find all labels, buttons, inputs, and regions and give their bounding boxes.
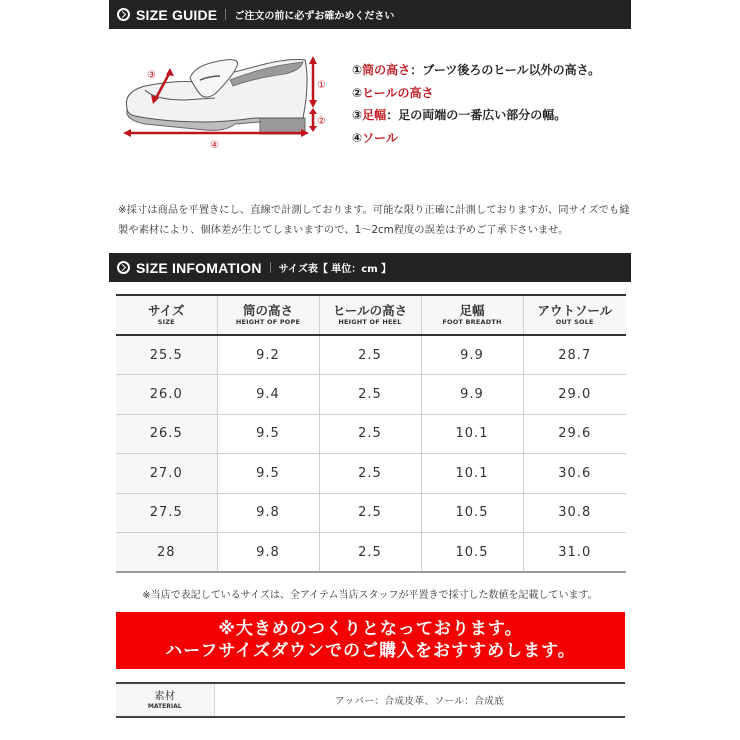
material-label — [116, 683, 214, 717]
header-jp: サイズ — [147, 302, 185, 318]
legend-term: 足幅 — [362, 108, 387, 122]
column-header-heel-height — [319, 295, 421, 335]
header-en: HEIGHT OF HEEL — [338, 317, 402, 326]
divider — [225, 9, 226, 20]
material-value: アッパー：合成皮革、ソール：合成底 — [335, 696, 505, 707]
svg-text:④: ④ — [210, 140, 219, 151]
material-row — [116, 683, 625, 717]
legend-term: ソール — [362, 130, 398, 145]
header-jp: アウトソール — [537, 302, 613, 318]
legend-item — [352, 104, 600, 127]
header-en: FOOT BREADTH — [442, 317, 502, 326]
legend-desc: ：足の両端の一番広い部分の幅。 — [386, 108, 567, 122]
cell-heel-height: 2.5 — [319, 335, 421, 375]
cell-size: 27.5 — [116, 493, 217, 533]
cell-pope-height: 9.2 — [217, 335, 319, 375]
banner-line-2: ハーフサイズダウンでのご購入をおすすめします。 — [165, 641, 576, 661]
table-row — [116, 533, 626, 573]
cell-out-sole: 30.8 — [523, 493, 626, 533]
size-guide-title: SIZE GUIDE — [136, 6, 218, 23]
header-en: HEIGHT OF POPE — [235, 317, 301, 326]
circle-chevron-right-icon — [117, 8, 130, 21]
legend-term: ヒールの高さ — [362, 85, 434, 100]
cell-out-sole: 30.6 — [523, 454, 626, 494]
size-info-title: SIZE INFOMATION — [136, 259, 262, 276]
legend-number: ② — [352, 85, 363, 100]
legend-number: ③ — [352, 108, 363, 122]
cell-heel-height: 2.5 — [319, 414, 421, 454]
table-header-row — [116, 295, 626, 335]
cell-pope-height: 9.5 — [217, 454, 319, 494]
svg-text:①: ① — [317, 80, 326, 91]
circle-chevron-right-icon — [117, 261, 130, 274]
legend-item — [352, 127, 600, 150]
cell-heel-height: 2.5 — [319, 533, 421, 573]
divider — [270, 262, 271, 273]
cell-heel-height: 2.5 — [319, 454, 421, 494]
cell-size: 25.5 — [116, 335, 217, 375]
cell-size: 26.5 — [116, 414, 217, 454]
sizing-advice-banner — [116, 612, 625, 669]
size-info-header — [109, 253, 631, 282]
legend-number: ④ — [352, 130, 363, 145]
size-guide-header — [109, 0, 631, 29]
material-table — [116, 682, 625, 718]
measurement-note: ※採寸は商品を平置きにし、直線で計測しております。可能な限り正確に計測しておりますが、同サイズでも縫製や素材により、個体差が生じてしまいますので、1〜2cm程度の誤差は予めご了承下さいませ。 — [118, 204, 630, 236]
cell-pope-height: 9.8 — [217, 493, 319, 533]
table-row — [116, 335, 626, 375]
cell-out-sole: 29.0 — [523, 375, 626, 415]
cell-foot-breadth: 10.5 — [421, 493, 523, 533]
header-en: OUT SOLE — [555, 317, 594, 326]
cell-foot-breadth: 10.1 — [421, 414, 523, 454]
svg-text:③: ③ — [147, 70, 156, 81]
banner-line-1: ※大きめのつくりとなっております。 — [218, 619, 523, 639]
column-header-pope-height — [217, 295, 319, 335]
cell-out-sole: 31.0 — [523, 533, 626, 573]
legend-term: 筒の高さ — [362, 63, 411, 77]
material-label-jp: 素材 — [154, 689, 176, 702]
table-row — [116, 493, 626, 533]
column-header-foot-breadth — [421, 295, 523, 335]
legend-number: ① — [352, 63, 363, 77]
cell-size: 26.0 — [116, 375, 217, 415]
cell-out-sole: 28.7 — [523, 335, 626, 375]
column-header-out-sole — [523, 295, 626, 335]
cell-foot-breadth: 10.1 — [421, 454, 523, 494]
cell-heel-height: 2.5 — [319, 493, 421, 533]
legend-item — [352, 59, 600, 82]
cell-foot-breadth: 9.9 — [421, 375, 523, 415]
cell-heel-height: 2.5 — [319, 375, 421, 415]
legend-desc: ：ブーツ後ろのヒール以外の高さ。 — [410, 63, 601, 77]
size-info-subtitle: サイズ表【 単位：cm 】 — [278, 264, 392, 275]
column-header-size — [116, 295, 217, 335]
measurement-legend — [352, 59, 600, 149]
material-label-en: MATERIAL — [147, 702, 182, 710]
shoe-diagram — [115, 42, 335, 162]
header-jp: ヒールの高さ — [332, 302, 408, 318]
legend-item — [352, 82, 600, 105]
cell-size: 27.0 — [116, 454, 217, 494]
staff-note: ※当店で表記しているサイズは、全アイテム当店スタッフが平置きで採寸した数値を記載しています。 — [142, 590, 598, 601]
loafer-illustration-icon — [115, 42, 335, 162]
header-jp: 筒の高さ — [242, 302, 293, 318]
cell-out-sole: 29.6 — [523, 414, 626, 454]
size-table — [116, 294, 626, 573]
size-guide-subtitle: ご注文の前に必ずお確かめください — [234, 11, 395, 22]
cell-size: 28 — [116, 533, 217, 573]
cell-pope-height: 9.4 — [217, 375, 319, 415]
svg-text:②: ② — [317, 116, 326, 127]
cell-foot-breadth: 9.9 — [421, 335, 523, 375]
cell-pope-height: 9.5 — [217, 414, 319, 454]
cell-pope-height: 9.8 — [217, 533, 319, 573]
table-row — [116, 375, 626, 415]
table-row — [116, 414, 626, 454]
cell-foot-breadth: 10.5 — [421, 533, 523, 573]
header-jp: 足幅 — [459, 302, 485, 318]
header-en: SIZE — [157, 317, 175, 326]
table-row — [116, 454, 626, 494]
